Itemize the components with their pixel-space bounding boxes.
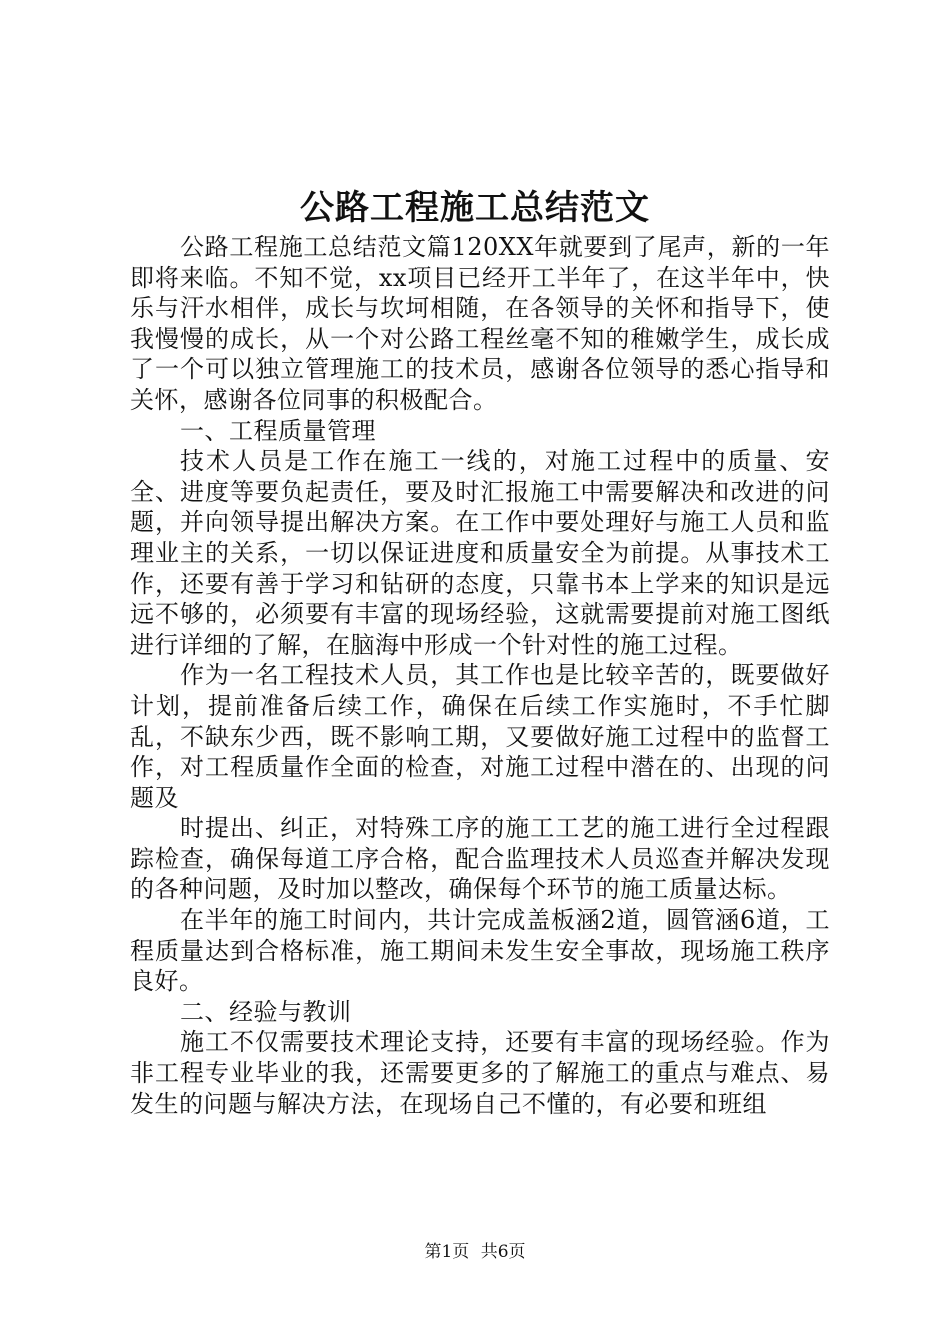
paragraph-inspection: 时提出、纠正，对特殊工序的施工工艺的施工进行全过程跟踪检查，确保每道工序合格，配合监理技术人员巡查并解决发现的各种问题，及时加以整改，确保每个环节的施工质量达标。 <box>130 814 830 904</box>
section-heading-lessons: 二、经验与教训 <box>180 997 352 1026</box>
document-title: 公路工程施工总结范文 <box>300 188 650 228</box>
paragraph-intro: 公路工程施工总结范文篇120XX年就要到了尾声，新的一年即将来临。不知不觉，xx项目已经开工半年了，在这半年中，快乐与汗水相伴，成长与坎坷相随，在各领导的关怀和指导下，使我慢慢的成长，从一个对公路工程丝毫不知的稚嫩学生，成长成了一个可以独立管理施工的技术员，感谢各位领导的悉心指导和关怀，感谢各位同事的积极配合。 <box>130 233 830 414</box>
document-body <box>130 232 830 1119</box>
paragraph-work-planning: 作为一名工程技术人员，其工作也是比较辛苦的，既要做好计划，提前准备后续工作，确保在后续工作实施时，不手忙脚乱，不缺东少西，既不影响工期，又要做好施工过程中的监督工作，对工程质量作全面的检查，对施工过程中潜在的、出现的问题及 <box>130 661 830 812</box>
page-footer <box>0 1240 950 1264</box>
page-total: 共6页 <box>480 1242 526 1262</box>
paragraph-technician-duty: 技术人员是工作在施工一线的，对施工过程中的质量、安全、进度等要负起责任，要及时汇报施工中需要解决和改进的问题，并向领导提出解决方案。在工作中要处理好与施工人员和监理业主的关系，一切以保证进度和质量安全为前提。从事技术工作，还要有善于学习和钻研的态度，只靠书本上学来的知识是远远不够的，必须要有丰富的现场经验，这就需要提前对施工图纸进行详细的了解，在脑海中形成一个针对性的施工过程。 <box>130 447 830 659</box>
paragraph-experience: 施工不仅需要技术理论支持，还要有丰富的现场经验。作为非工程专业毕业的我，还需要更多的了解施工的重点与难点、易发生的问题与解决方法，在现场自己不懂的，有必要和班组 <box>130 1028 830 1118</box>
paragraph-achievements: 在半年的施工时间内，共计完成盖板涵2道，圆管涵6道，工程质量达到合格标准，施工期间未发生安全事故，现场施工秩序良好。 <box>130 906 830 996</box>
section-heading-quality: 一、工程质量管理 <box>180 416 376 445</box>
page-number: 第1页 <box>424 1242 470 1262</box>
